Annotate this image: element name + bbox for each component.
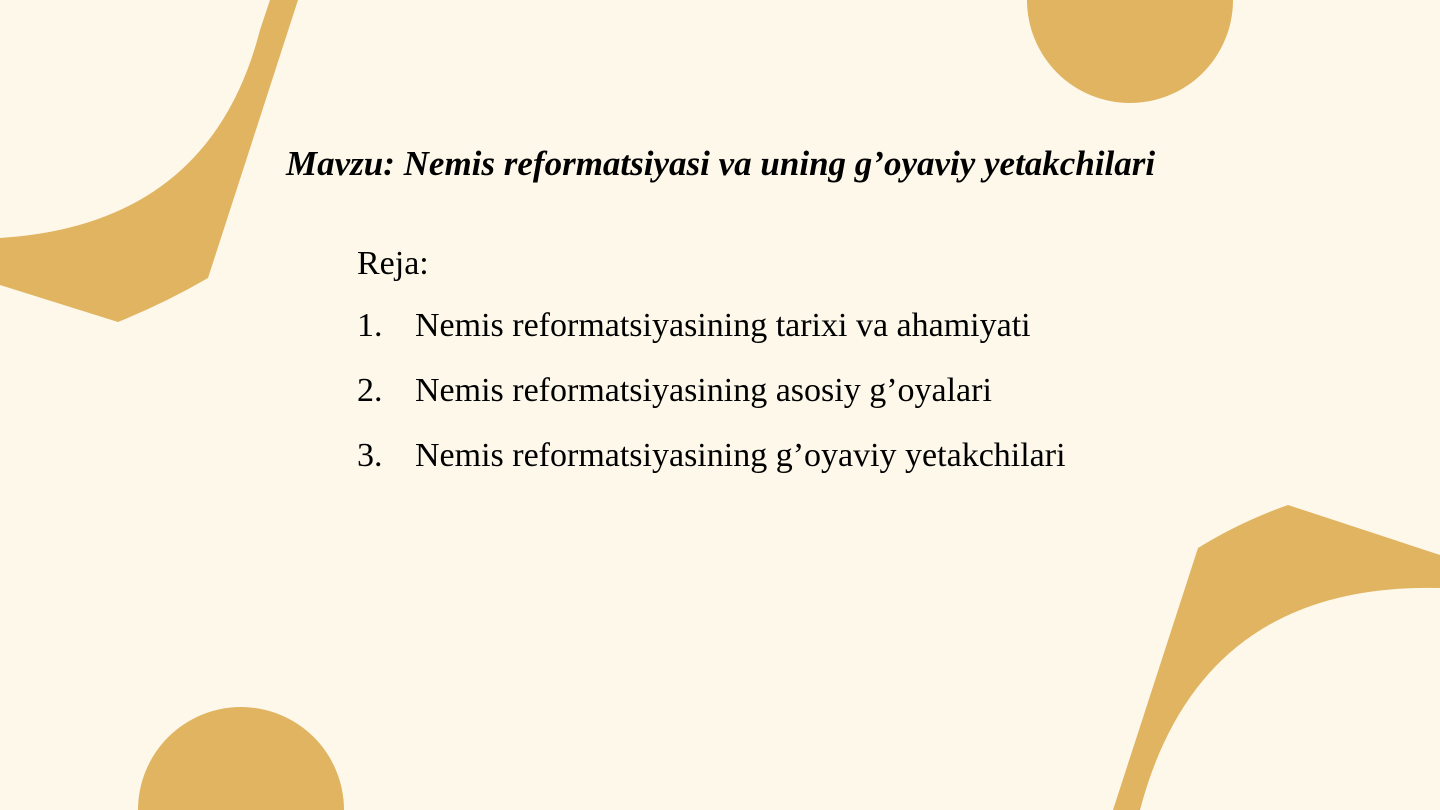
- plan-item-text: Nemis reformatsiyasining g’oyaviy yetakchilari: [415, 437, 1066, 474]
- bottom-right-swoosh-shape: [1113, 505, 1440, 810]
- bottom-left-semicircle-shape: [138, 707, 344, 810]
- plan-item: [357, 436, 1066, 476]
- plan-heading: Reja:: [357, 245, 429, 282]
- plan-item: [357, 371, 1066, 411]
- slide-title: Mavzu: Nemis reformatsiyasi va uning g’oyaviy yetakchilari: [286, 144, 1156, 183]
- plan-item-text: Nemis reformatsiyasining asosiy g’oyalari: [415, 372, 992, 409]
- top-right-semicircle-shape: [1027, 0, 1233, 103]
- plan-item-number: 1.: [357, 307, 383, 344]
- plan-list: [357, 306, 1066, 501]
- plan-item-number: 3.: [357, 437, 383, 474]
- top-left-swoosh-shape: [0, 0, 298, 322]
- plan-item-text: Nemis reformatsiyasining tarixi va ahamiyati: [415, 307, 1031, 344]
- plan-item: [357, 306, 1066, 346]
- plan-item-number: 2.: [357, 372, 383, 409]
